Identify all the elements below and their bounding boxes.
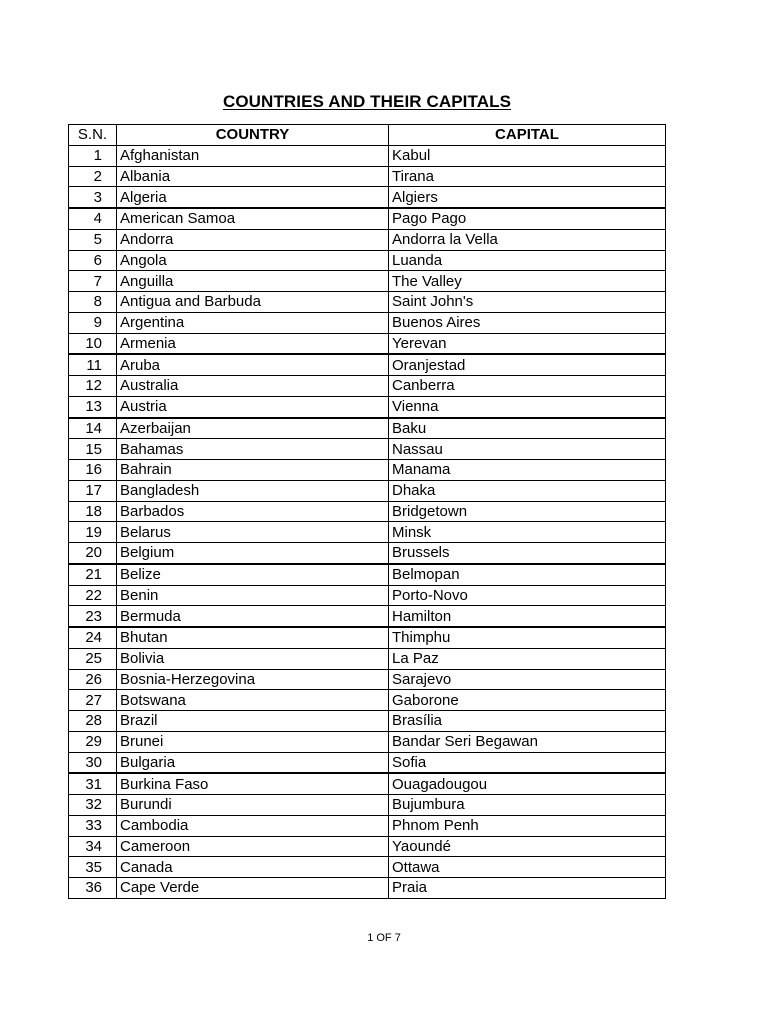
cell-country: American Samoa (117, 208, 389, 229)
cell-capital: Baku (389, 418, 666, 439)
cell-sn: 20 (69, 543, 117, 564)
table-body (69, 145, 666, 898)
cell-country: Belgium (117, 543, 389, 564)
cell-country: Barbados (117, 501, 389, 522)
table-header-row (69, 125, 666, 146)
cell-capital: Bandar Seri Begawan (389, 731, 666, 752)
cell-country: Argentina (117, 312, 389, 333)
cell-country: Bahrain (117, 460, 389, 481)
cell-capital: Tirana (389, 166, 666, 187)
cell-sn: 25 (69, 648, 117, 669)
cell-country: Burkina Faso (117, 773, 389, 794)
cell-sn: 30 (69, 752, 117, 773)
table-row (69, 145, 666, 166)
cell-sn: 21 (69, 564, 117, 585)
table-row (69, 333, 666, 354)
cell-sn: 1 (69, 145, 117, 166)
cell-country: Australia (117, 376, 389, 397)
cell-country: Cape Verde (117, 878, 389, 899)
cell-country: Aruba (117, 354, 389, 375)
page-title: COUNTRIES AND THEIR CAPITALS (222, 92, 512, 111)
countries-table (68, 124, 666, 899)
cell-sn: 28 (69, 711, 117, 732)
cell-capital: Brussels (389, 543, 666, 564)
cell-sn: 36 (69, 878, 117, 899)
cell-country: Afghanistan (117, 145, 389, 166)
cell-capital: Canberra (389, 376, 666, 397)
cell-capital: The Valley (389, 271, 666, 292)
cell-country: Brunei (117, 731, 389, 752)
page-number: 1 OF 7 (367, 932, 401, 944)
cell-capital: Phnom Penh (389, 815, 666, 836)
cell-capital: Brasília (389, 711, 666, 732)
cell-capital: Sarajevo (389, 669, 666, 690)
table-row (69, 773, 666, 794)
cell-country: Botswana (117, 690, 389, 711)
table-row (69, 731, 666, 752)
cell-sn: 26 (69, 669, 117, 690)
cell-sn: 29 (69, 731, 117, 752)
cell-capital: Porto-Novo (389, 585, 666, 606)
cell-sn: 8 (69, 292, 117, 313)
cell-capital: Bujumbura (389, 795, 666, 816)
cell-capital: Pago Pago (389, 208, 666, 229)
table-row (69, 648, 666, 669)
table-row (69, 460, 666, 481)
table-row (69, 627, 666, 648)
cell-capital: Belmopan (389, 564, 666, 585)
cell-sn: 33 (69, 815, 117, 836)
table-row (69, 836, 666, 857)
table-row (69, 522, 666, 543)
cell-country: Armenia (117, 333, 389, 354)
table-row (69, 396, 666, 417)
table-row (69, 187, 666, 208)
table-header (69, 125, 666, 146)
column-header-country: COUNTRY (117, 125, 389, 146)
cell-capital: Minsk (389, 522, 666, 543)
cell-capital: Luanda (389, 250, 666, 271)
cell-country: Bangladesh (117, 480, 389, 501)
cell-sn: 16 (69, 460, 117, 481)
cell-sn: 27 (69, 690, 117, 711)
cell-sn: 2 (69, 166, 117, 187)
cell-country: Cameroon (117, 836, 389, 857)
cell-capital: Andorra la Vella (389, 229, 666, 250)
cell-sn: 13 (69, 396, 117, 417)
cell-sn: 11 (69, 354, 117, 375)
cell-sn: 14 (69, 418, 117, 439)
cell-sn: 32 (69, 795, 117, 816)
table-row (69, 166, 666, 187)
cell-sn: 5 (69, 229, 117, 250)
cell-sn: 23 (69, 606, 117, 627)
cell-country: Cambodia (117, 815, 389, 836)
table-row (69, 250, 666, 271)
table-row (69, 878, 666, 899)
cell-country: Algeria (117, 187, 389, 208)
cell-capital: Ouagadougou (389, 773, 666, 794)
column-header-capital: CAPITAL (389, 125, 666, 146)
table-row (69, 815, 666, 836)
cell-sn: 3 (69, 187, 117, 208)
cell-country: Belarus (117, 522, 389, 543)
table-row (69, 606, 666, 627)
cell-sn: 9 (69, 312, 117, 333)
cell-country: Albania (117, 166, 389, 187)
cell-capital: Gaborone (389, 690, 666, 711)
cell-capital: Saint John's (389, 292, 666, 313)
table-row (69, 312, 666, 333)
cell-country: Canada (117, 857, 389, 878)
table-row (69, 752, 666, 773)
table-row (69, 501, 666, 522)
cell-sn: 17 (69, 480, 117, 501)
cell-capital: Praia (389, 878, 666, 899)
cell-country: Andorra (117, 229, 389, 250)
cell-country: Burundi (117, 795, 389, 816)
cell-capital: Sofia (389, 752, 666, 773)
cell-sn: 4 (69, 208, 117, 229)
table-row (69, 229, 666, 250)
cell-country: Bulgaria (117, 752, 389, 773)
table-row (69, 795, 666, 816)
table-row (69, 543, 666, 564)
cell-capital: Ottawa (389, 857, 666, 878)
cell-capital: Nassau (389, 439, 666, 460)
cell-sn: 19 (69, 522, 117, 543)
cell-country: Benin (117, 585, 389, 606)
table-row (69, 857, 666, 878)
cell-capital: Dhaka (389, 480, 666, 501)
cell-capital: Manama (389, 460, 666, 481)
cell-sn: 35 (69, 857, 117, 878)
cell-sn: 12 (69, 376, 117, 397)
table-row (69, 564, 666, 585)
cell-capital: Thimphu (389, 627, 666, 648)
column-header-sn: S.N. (69, 125, 117, 146)
cell-sn: 10 (69, 333, 117, 354)
cell-capital: Algiers (389, 187, 666, 208)
cell-country: Bermuda (117, 606, 389, 627)
cell-sn: 15 (69, 439, 117, 460)
table-row (69, 271, 666, 292)
table-row (69, 208, 666, 229)
cell-country: Angola (117, 250, 389, 271)
cell-country: Bahamas (117, 439, 389, 460)
cell-capital: Hamilton (389, 606, 666, 627)
table-row (69, 418, 666, 439)
cell-sn: 6 (69, 250, 117, 271)
cell-capital: Buenos Aires (389, 312, 666, 333)
cell-capital: Bridgetown (389, 501, 666, 522)
cell-country: Austria (117, 396, 389, 417)
cell-sn: 7 (69, 271, 117, 292)
table-row (69, 439, 666, 460)
table-row (69, 711, 666, 732)
table-row (69, 292, 666, 313)
cell-country: Bosnia-Herzegovina (117, 669, 389, 690)
table-row (69, 585, 666, 606)
cell-country: Antigua and Barbuda (117, 292, 389, 313)
cell-sn: 24 (69, 627, 117, 648)
table-row (69, 480, 666, 501)
cell-sn: 34 (69, 836, 117, 857)
cell-sn: 31 (69, 773, 117, 794)
cell-capital: Oranjestad (389, 354, 666, 375)
table-row (69, 376, 666, 397)
cell-capital: La Paz (389, 648, 666, 669)
table-row (69, 354, 666, 375)
countries-table-container (68, 124, 665, 899)
cell-country: Bolivia (117, 648, 389, 669)
table-row (69, 690, 666, 711)
cell-country: Bhutan (117, 627, 389, 648)
cell-country: Belize (117, 564, 389, 585)
cell-sn: 18 (69, 501, 117, 522)
cell-capital: Vienna (389, 396, 666, 417)
cell-capital: Yaoundé (389, 836, 666, 857)
cell-capital: Yerevan (389, 333, 666, 354)
cell-capital: Kabul (389, 145, 666, 166)
cell-country: Brazil (117, 711, 389, 732)
table-row (69, 669, 666, 690)
cell-country: Anguilla (117, 271, 389, 292)
cell-country: Azerbaijan (117, 418, 389, 439)
cell-sn: 22 (69, 585, 117, 606)
